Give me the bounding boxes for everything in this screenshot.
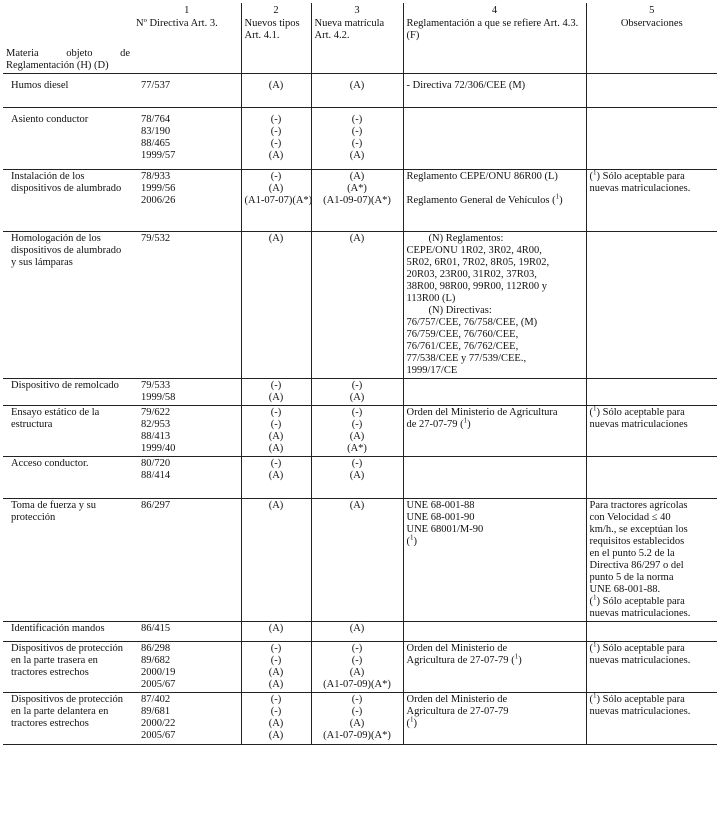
nuevos-tipos-line: (-): [270, 380, 282, 391]
column-number: 5: [586, 3, 717, 17]
directiva-line: 88/413: [141, 431, 171, 442]
nueva-matricula-line: (-): [351, 643, 363, 654]
observaciones-line: requisitos establecidos: [589, 536, 685, 547]
observaciones-line: Para tractores agrícolas: [589, 500, 688, 511]
reglamentacion-cell: [403, 622, 586, 642]
reglamentacion-line: - Directiva 72/306/CEE (M): [406, 80, 526, 91]
materia-cell: [3, 693, 133, 745]
directiva-cell: [133, 379, 241, 406]
nueva-matricula-line: (-): [351, 419, 363, 430]
nueva-matricula-line: (A): [349, 431, 365, 442]
nueva-matricula-line: (-): [351, 655, 363, 666]
nuevos-tipos-line: (-): [270, 458, 282, 469]
reglamentacion-line: ($^1$): [406, 533, 417, 547]
observaciones-line: km/h., se exceptúan los: [589, 524, 688, 535]
column-number: 4: [403, 3, 586, 17]
nuevos-tipos-line: (-): [270, 407, 282, 418]
nueva-matricula-line: (A): [349, 150, 365, 161]
materia-cell: [3, 108, 133, 170]
nueva-matricula-line: (-): [351, 114, 363, 125]
nuevos-tipos-line: (A): [268, 470, 284, 481]
nuevos-tipos-cell: [241, 622, 311, 642]
nuevos-tipos-line: (A): [268, 233, 284, 244]
nuevos-tipos-line: (-): [270, 419, 282, 430]
header-reglamentacion: Reglamentación a que se refiere Art. 4.3. (F): [403, 17, 586, 74]
reglamentacion-line: Reglamento General de Vehículos ($^1$): [406, 192, 563, 206]
nuevos-tipos-cell: [241, 642, 311, 693]
directiva-line: 2000/19: [141, 667, 176, 678]
reglamentacion-cell: [403, 499, 586, 622]
nueva-matricula-line: (A*): [347, 183, 367, 194]
nueva-matricula-line: (A*): [347, 443, 367, 454]
directiva-line: 2005/67: [141, 730, 176, 741]
table-row: [3, 693, 717, 745]
nueva-matricula-cell: [311, 499, 403, 622]
materia-line: dispositivos de alumbrado: [11, 245, 122, 256]
table-row: [3, 74, 717, 108]
observaciones-cell: [586, 622, 717, 642]
materia-line: en la parte trasera en: [11, 655, 98, 666]
directiva-cell: [133, 108, 241, 170]
directiva-line: 1999/58: [141, 392, 176, 403]
observaciones-line: en el punto 5.2 de la: [589, 548, 675, 559]
column-number-row: [3, 3, 717, 17]
reglamentacion-cell: [403, 693, 586, 745]
materia-cell: [3, 642, 133, 693]
directiva-line: 78/933: [141, 171, 171, 182]
reglamentacion-cell: [403, 232, 586, 379]
reglamentacion-cell: [403, 406, 586, 457]
materia-line: tractores estrechos: [11, 718, 89, 729]
nueva-matricula-cell: [311, 74, 403, 108]
nueva-matricula-cell: [311, 379, 403, 406]
materia-line: Homologación de los: [11, 233, 101, 244]
reglamentacion-line: (N) Reglamentos:: [428, 233, 504, 244]
directiva-cell: [133, 457, 241, 499]
directiva-line: 1999/56: [141, 183, 176, 194]
directiva-line: 88/465: [141, 138, 171, 149]
directiva-line: 80/720: [141, 458, 171, 469]
directiva-line: 86/297: [141, 500, 171, 511]
table-row: [3, 232, 717, 379]
reglamentacion-cell: [403, 108, 586, 170]
nuevos-tipos-line: (-): [270, 706, 282, 717]
reglamentacion-line: 76/757/CEE, 76/758/CEE, (M): [406, 317, 538, 328]
reglamentacion-line: UNE 68001/M-90: [406, 524, 484, 535]
reglamentacion-line: 1999/17/CE: [406, 365, 458, 376]
nuevos-tipos-line: (A): [268, 431, 284, 442]
nueva-matricula-cell: [311, 108, 403, 170]
materia-line: Asiento conductor: [11, 114, 89, 125]
materia-cell: [3, 170, 133, 232]
observaciones-line: ($^1$) Sólo aceptable para: [589, 168, 685, 182]
nueva-matricula-cell: [311, 622, 403, 642]
materia-line: Instalación de los: [11, 171, 85, 182]
nuevos-tipos-line: (A): [268, 183, 284, 194]
header-nueva-matricula: Nueva matrícula Art. 4.2.: [311, 17, 403, 74]
directiva-line: 86/415: [141, 623, 171, 634]
materia-cell: [3, 499, 133, 622]
directiva-cell: [133, 622, 241, 642]
nuevos-tipos-line: (A1-07-07)(A*): [244, 195, 313, 206]
directiva-line: 2005/67: [141, 679, 176, 690]
directiva-line: 88/414: [141, 470, 171, 481]
nueva-matricula-line: (-): [351, 706, 363, 717]
reglamentacion-line: Agricultura de 27-07-79 ($^1$): [406, 652, 522, 666]
materia-line: estructura: [11, 419, 53, 430]
nuevos-tipos-line: (A): [268, 443, 284, 454]
nueva-matricula-line: (-): [351, 694, 363, 705]
nueva-matricula-cell: [311, 457, 403, 499]
directiva-line: 79/532: [141, 233, 171, 244]
reglamentacion-line: Orden del Ministerio de: [406, 643, 508, 654]
observaciones-cell: [586, 170, 717, 232]
materia-line: Acceso conductor.: [11, 458, 89, 469]
reglamentacion-table: [3, 3, 717, 745]
nuevos-tipos-line: (A): [268, 392, 284, 403]
reglamentacion-line: 20R03, 23R00, 31R02, 37R03,: [406, 269, 537, 280]
materia-cell: [3, 232, 133, 379]
nueva-matricula-line: (A): [349, 80, 365, 91]
nueva-matricula-line: (-): [351, 380, 363, 391]
nueva-matricula-cell: [311, 232, 403, 379]
reglamentacion-line: Orden del Ministerio de: [406, 694, 508, 705]
nuevos-tipos-line: (-): [270, 643, 282, 654]
materia-line: Humos diesel: [11, 80, 69, 91]
nueva-matricula-line: (A): [349, 623, 365, 634]
nuevos-tipos-line: (-): [270, 114, 282, 125]
nuevos-tipos-line: (-): [270, 171, 282, 182]
nuevos-tipos-line: (A): [268, 679, 284, 690]
directiva-cell: [133, 499, 241, 622]
observaciones-cell: [586, 499, 717, 622]
reglamentacion-cell: [403, 379, 586, 406]
reglamentacion-line: UNE 68-001-90: [406, 512, 475, 523]
table-row: [3, 499, 717, 622]
directiva-line: 2000/22: [141, 718, 176, 729]
materia-line: en la parte delantera en: [11, 706, 109, 717]
observaciones-line: nuevas matriculaciones.: [589, 655, 691, 666]
materia-line: Identificación mandos: [11, 623, 105, 634]
nuevos-tipos-cell: [241, 74, 311, 108]
directiva-line: 87/402: [141, 694, 171, 705]
nuevos-tipos-line: (-): [270, 126, 282, 137]
reglamentacion-line: 77/538/CEE y 77/539/CEE.,: [406, 353, 527, 364]
observaciones-line: nuevas matriculaciones.: [589, 706, 691, 717]
nueva-matricula-line: (A): [349, 667, 365, 678]
observaciones-line: con Velocidad ≤ 40: [589, 512, 671, 523]
table-row: [3, 170, 717, 232]
directiva-line: 1999/40: [141, 443, 176, 454]
table-row: [3, 622, 717, 642]
directiva-line: 79/622: [141, 407, 171, 418]
nuevos-tipos-line: (A): [268, 623, 284, 634]
materia-line: dispositivos de alumbrado: [11, 183, 122, 194]
nuevos-tipos-cell: [241, 406, 311, 457]
directiva-line: 89/681: [141, 706, 171, 717]
directiva-line: 82/953: [141, 419, 171, 430]
reglamentacion-line: CEPE/ONU 1R02, 3R02, 4R00,: [406, 245, 542, 256]
nueva-matricula-line: (-): [351, 138, 363, 149]
nuevos-tipos-cell: [241, 108, 311, 170]
observaciones-line: ($^1$) Sólo aceptable para: [589, 640, 685, 654]
materia-line: Toma de fuerza y su: [11, 500, 96, 511]
observaciones-cell: [586, 379, 717, 406]
directiva-line: 77/537: [141, 80, 171, 91]
directiva-line: 86/298: [141, 643, 171, 654]
nuevos-tipos-line: (-): [270, 138, 282, 149]
directiva-cell: [133, 232, 241, 379]
observaciones-line: punto 5 de la norma: [589, 572, 674, 583]
reglamentacion-line: UNE 68-001-88: [406, 500, 475, 511]
nueva-matricula-line: (A): [349, 171, 365, 182]
observaciones-cell: [586, 457, 717, 499]
nuevos-tipos-line: (A): [268, 80, 284, 91]
nueva-matricula-line: (A): [349, 718, 365, 729]
observaciones-line: Directiva 86/297 o del: [589, 560, 684, 571]
reglamentacion-line: (N) Directivas:: [428, 305, 492, 316]
nueva-matricula-line: (A1-07-09)(A*): [323, 730, 391, 741]
column-number: 1: [184, 5, 190, 16]
nuevos-tipos-cell: [241, 170, 311, 232]
nuevos-tipos-cell: [241, 457, 311, 499]
nuevos-tipos-line: (-): [270, 694, 282, 705]
observaciones-cell: [586, 74, 717, 108]
reglamentacion-line: Orden del Ministerio de Agricultura: [406, 407, 558, 418]
header-observaciones: Observaciones: [586, 17, 717, 74]
directiva-line: 89/682: [141, 655, 171, 666]
observaciones-line: nuevas matriculaciones.: [589, 183, 691, 194]
directiva-cell: [133, 170, 241, 232]
materia-line: Dispositivos de protección: [11, 694, 123, 705]
materia-line: Ensayo estático de la: [11, 407, 100, 418]
observaciones-cell: [586, 642, 717, 693]
reglamentacion-line: 38R00, 98R00, 99R00, 112R00 y: [406, 281, 547, 292]
observaciones-line: UNE 68-001-88.: [589, 584, 661, 595]
nuevos-tipos-cell: [241, 693, 311, 745]
nueva-matricula-line: (A1-09-07)(A*): [323, 195, 391, 206]
nuevos-tipos-line: (A): [268, 730, 284, 741]
header-materia: Materia objeto de Reglamentación (H) (D): [3, 17, 133, 74]
header-row: [3, 17, 717, 74]
materia-cell: [3, 74, 133, 108]
reglamentacion-line: de 27-07-79 ($^1$): [406, 416, 471, 430]
materia-cell: [3, 622, 133, 642]
nueva-matricula-line: (A): [349, 500, 365, 511]
table-row: [3, 457, 717, 499]
nuevos-tipos-line: (A): [268, 718, 284, 729]
materia-cell: [3, 379, 133, 406]
observaciones-line: nuevas matriculaciones.: [589, 608, 691, 619]
reglamentacion-line: Agricultura de 27-07-79: [406, 706, 509, 717]
nueva-matricula-line: (-): [351, 407, 363, 418]
nuevos-tipos-cell: [241, 232, 311, 379]
nueva-matricula-line: (A): [349, 470, 365, 481]
directiva-line: 79/533: [141, 380, 171, 391]
reglamentacion-line: 76/761/CEE, 76/762/CEE,: [406, 341, 519, 352]
header-nuevos-tipos: Nuevos tipos Art. 4.1.: [241, 17, 311, 74]
table-row: [3, 642, 717, 693]
materia-line: Dispositivo de remolcado: [11, 380, 119, 391]
observaciones-cell: [586, 406, 717, 457]
table-body: [3, 74, 717, 745]
nueva-matricula-line: (-): [351, 458, 363, 469]
column-number: 3: [311, 3, 403, 17]
table-row: [3, 108, 717, 170]
reglamentacion-line: 76/759/CEE, 76/760/CEE,: [406, 329, 519, 340]
nueva-matricula-line: (-): [351, 126, 363, 137]
reglamentacion-line: Reglamento CEPE/ONU 86R00 (L): [406, 171, 558, 182]
materia-line: protección: [11, 512, 56, 523]
directiva-cell: [133, 406, 241, 457]
nueva-matricula-cell: [311, 642, 403, 693]
nuevos-tipos-line: (A): [268, 150, 284, 161]
observaciones-line: ($^1$) Sólo aceptable para: [589, 691, 685, 705]
directiva-line: 83/190: [141, 126, 171, 137]
reglamentacion-line: 113R00 (L): [406, 293, 456, 304]
directiva-line: 1999/57: [141, 150, 176, 161]
nuevos-tipos-line: (-): [270, 655, 282, 666]
directiva-cell: [133, 642, 241, 693]
reglamentacion-line: 5R02, 6R01, 7R02, 8R05, 19R02,: [406, 257, 550, 268]
nuevos-tipos-cell: [241, 379, 311, 406]
materia-cell: [3, 406, 133, 457]
nueva-matricula-cell: [311, 170, 403, 232]
observaciones-cell: [586, 108, 717, 170]
directiva-line: 2006/26: [141, 195, 176, 206]
directiva-cell: [133, 693, 241, 745]
reglamentacion-line: ($^1$): [406, 715, 417, 729]
materia-line: y sus lámparas: [11, 257, 73, 268]
directiva-line: 78/764: [141, 114, 171, 125]
observaciones-cell: [586, 693, 717, 745]
nueva-matricula-cell: [311, 406, 403, 457]
nueva-matricula-line: (A): [349, 392, 365, 403]
observaciones-line: nuevas matriculaciones: [589, 419, 688, 430]
nueva-matricula-line: (A): [349, 233, 365, 244]
table-row: [3, 379, 717, 406]
observaciones-line: ($^1$) Sólo aceptable para: [589, 404, 685, 418]
reglamentacion-cell: [403, 457, 586, 499]
materia-line: Dispositivos de protección: [11, 643, 123, 654]
nueva-matricula-cell: [311, 693, 403, 745]
header-directiva: Nº Directiva Art. 3.: [133, 17, 241, 74]
nuevos-tipos-line: (A): [268, 500, 284, 511]
table-row: [3, 406, 717, 457]
directiva-cell: [133, 74, 241, 108]
column-number: 2: [241, 3, 311, 17]
observaciones-line: ($^1$) Sólo aceptable para: [589, 593, 685, 607]
nuevos-tipos-line: (A): [268, 667, 284, 678]
reglamentacion-cell: [403, 642, 586, 693]
nuevos-tipos-cell: [241, 499, 311, 622]
reglamentacion-cell: [403, 74, 586, 108]
materia-line: tractores estrechos: [11, 667, 89, 678]
nueva-matricula-line: (A1-07-09)(A*): [323, 679, 391, 690]
materia-cell: [3, 457, 133, 499]
reglamentacion-cell: [403, 170, 586, 232]
observaciones-cell: [586, 232, 717, 379]
